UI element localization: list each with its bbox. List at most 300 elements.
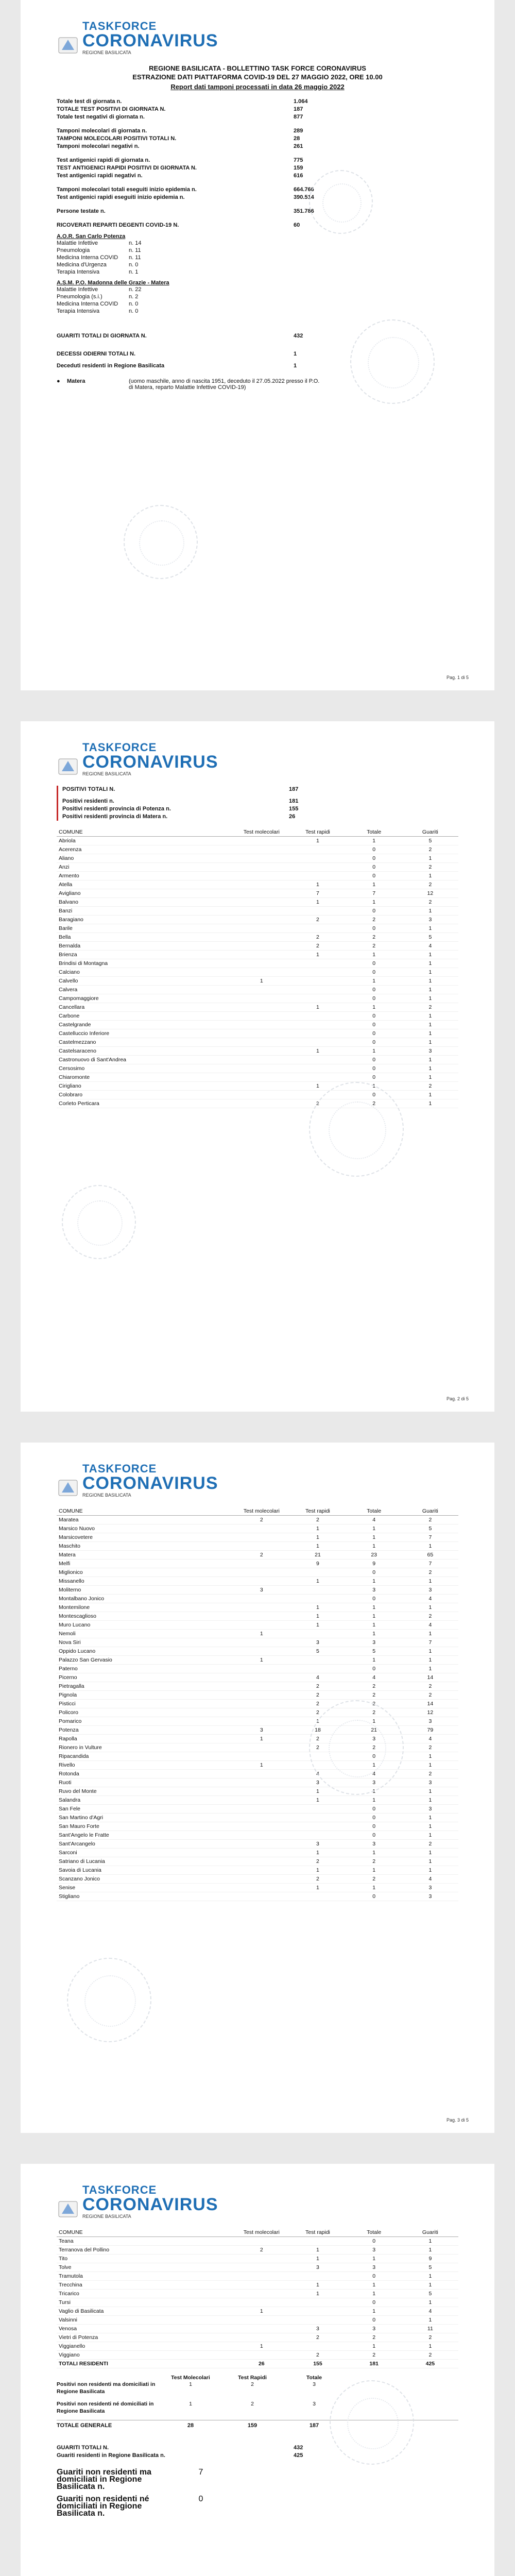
comune-cell: Oppido Lucano bbox=[57, 1647, 233, 1656]
report-link[interactable]: Report dati tamponi processati in data 26 maggio 2022 bbox=[170, 83, 345, 91]
comune-cell: Carbone bbox=[57, 1012, 233, 1021]
totale-cell: 2 bbox=[346, 1875, 402, 1884]
guariti-cell: 7 bbox=[402, 1533, 458, 1542]
guariti-cell: 1 bbox=[402, 2237, 458, 2246]
rapidi-cell: 5 bbox=[289, 1647, 346, 1656]
rapidi-cell bbox=[289, 1822, 346, 1831]
kv-label: Test antigenici rapidi eseguiti inizio epidemia n. bbox=[57, 194, 185, 200]
table-row bbox=[57, 1568, 458, 1577]
comune-cell: Tolve bbox=[57, 2263, 233, 2272]
molecolari-cell: 3 bbox=[233, 1726, 289, 1735]
rapidi-cell: 1 bbox=[289, 1796, 346, 1805]
molecolari-cell: 1 bbox=[233, 977, 289, 986]
table-row bbox=[57, 1064, 458, 1073]
guariti-cell: 2 bbox=[402, 1568, 458, 1577]
total-guariti: 425 bbox=[402, 2360, 458, 2368]
molecolari-cell bbox=[233, 1665, 289, 1673]
comune-cell: Pietragalla bbox=[57, 1682, 233, 1691]
rapidi-cell bbox=[289, 2272, 346, 2281]
guariti-cell: 3 bbox=[402, 1047, 458, 1056]
guariti-value: 432 bbox=[294, 333, 303, 339]
molecolari-cell bbox=[233, 898, 289, 907]
rapidi-cell bbox=[289, 924, 346, 933]
totale-cell: 0 bbox=[346, 854, 402, 863]
table-row bbox=[57, 1056, 458, 1064]
guariti-cell: 65 bbox=[402, 1551, 458, 1560]
rapidi-cell: 1 bbox=[289, 1524, 346, 1533]
kv-value: 390.514 bbox=[294, 194, 314, 200]
molecular-block bbox=[57, 127, 458, 150]
rapidi-cell bbox=[289, 1595, 346, 1603]
comune-cell: Banzi bbox=[57, 907, 233, 916]
totale-cell: 1 bbox=[346, 1003, 402, 1012]
totale-cell: 5 bbox=[346, 1647, 402, 1656]
molecolari-cell bbox=[233, 1700, 289, 1708]
table-row bbox=[57, 1875, 458, 1884]
molecolari-cell bbox=[233, 1866, 289, 1875]
molecolari-cell bbox=[233, 2263, 289, 2272]
rapidi-cell: 4 bbox=[289, 1770, 346, 1778]
rapidi-cell: 1 bbox=[289, 2290, 346, 2298]
virus-watermark bbox=[67, 1958, 151, 2042]
table-row bbox=[57, 2325, 458, 2333]
molecolari-cell bbox=[233, 845, 289, 854]
comune-cell: Colobraro bbox=[57, 1091, 233, 1099]
rapidi-cell: 1 bbox=[289, 1866, 346, 1875]
molecolari-cell bbox=[233, 1003, 289, 1012]
table-row bbox=[57, 1892, 458, 1901]
molecolari-cell bbox=[233, 1638, 289, 1647]
comune-cell: Campomaggiore bbox=[57, 994, 233, 1003]
bulletin-subtitle: ESTRAZIONE DATI PIATTAFORMA COVID-19 DEL 27 MAGGIO 2022, ORE 10.00 bbox=[132, 73, 383, 81]
kv-value: 28 bbox=[294, 135, 300, 142]
totale-cell: 0 bbox=[346, 1056, 402, 1064]
table-row bbox=[57, 1708, 458, 1717]
rapidi-cell: 1 bbox=[289, 1533, 346, 1542]
table-row bbox=[57, 1021, 458, 1029]
comune-cell: Rionero in Vulture bbox=[57, 1743, 233, 1752]
rapidi-cell: 1 bbox=[289, 1047, 346, 1056]
comune-cell: Rivello bbox=[57, 1761, 233, 1770]
guariti-cell: 9 bbox=[402, 2255, 458, 2263]
comune-cell: Cirigliano bbox=[57, 1082, 233, 1091]
rapidi-cell bbox=[289, 1056, 346, 1064]
table-row bbox=[57, 880, 458, 889]
table-row bbox=[57, 1551, 458, 1560]
taskforce-logo bbox=[57, 21, 458, 55]
table-row bbox=[57, 2290, 458, 2298]
mini-label: Guariti non residenti né domiciliati in Regione Basilicata n. bbox=[57, 2495, 149, 2518]
totale-cell: 2 bbox=[346, 1743, 402, 1752]
taskforce-logo bbox=[57, 1463, 458, 1498]
kv-value: 432 bbox=[294, 2445, 303, 2451]
mini-total-value: 159 bbox=[247, 2422, 258, 2429]
table-row bbox=[57, 986, 458, 994]
guariti-cell: 1 bbox=[402, 968, 458, 977]
totale-cell: 4 bbox=[346, 1516, 402, 1524]
table-row bbox=[57, 872, 458, 880]
totale-cell: 0 bbox=[346, 2237, 402, 2246]
mini-total-value: 28 bbox=[187, 2422, 194, 2429]
decessi-res-value: 1 bbox=[294, 363, 297, 369]
molecolari-cell: 1 bbox=[233, 2307, 289, 2316]
page-number: Pag. 3 di 5 bbox=[446, 2117, 469, 2123]
rapidi-cell bbox=[289, 1029, 346, 1038]
molecolari-cell bbox=[233, 1708, 289, 1717]
totale-cell: 2 bbox=[346, 933, 402, 942]
rapidi-cell: 1 bbox=[289, 1612, 346, 1621]
table-row bbox=[57, 1029, 458, 1038]
table-row bbox=[57, 1533, 458, 1542]
comuni-table bbox=[57, 1507, 458, 1901]
comune-cell: Vaglio di Basilicata bbox=[57, 2307, 233, 2316]
rapidi-cell: 3 bbox=[289, 2263, 346, 2272]
col-guariti: Guariti bbox=[402, 1507, 458, 1516]
rapidi-cell bbox=[289, 986, 346, 994]
ward-value: n. 11 bbox=[129, 247, 141, 253]
rapidi-cell: 2 bbox=[289, 1875, 346, 1884]
test-totals-block bbox=[57, 98, 458, 121]
guariti-cell: 1 bbox=[402, 854, 458, 863]
kv-label: Positivi residenti n. bbox=[62, 798, 114, 804]
guariti-cell: 1 bbox=[402, 1656, 458, 1665]
table-row bbox=[57, 994, 458, 1003]
rapidi-cell: 3 bbox=[289, 1840, 346, 1849]
basilicata-emblem-icon bbox=[57, 757, 79, 776]
molecolari-cell bbox=[233, 916, 289, 924]
table-row bbox=[57, 951, 458, 959]
totale-cell: 1 bbox=[346, 2281, 402, 2290]
guariti-cell: 5 bbox=[402, 933, 458, 942]
rapidi-cell bbox=[289, 863, 346, 872]
comune-cell: Terranova del Pollino bbox=[57, 2246, 233, 2255]
molecolari-cell bbox=[233, 1884, 289, 1892]
molecolari-cell bbox=[233, 1691, 289, 1700]
totale-cell: 0 bbox=[346, 959, 402, 968]
logo-coronavirus: CORONAVIRUS bbox=[82, 31, 218, 50]
guariti-cell: 1 bbox=[402, 1814, 458, 1822]
molecolari-cell bbox=[233, 986, 289, 994]
table-row bbox=[57, 1047, 458, 1056]
guariti-cell: 2 bbox=[402, 1082, 458, 1091]
comune-cell: Armento bbox=[57, 872, 233, 880]
molecolari-cell bbox=[233, 2272, 289, 2281]
comune-cell: Cancellara bbox=[57, 1003, 233, 1012]
mini-label: Positivi non residenti ma domiciliati in Regione Basilicata bbox=[57, 2381, 156, 2395]
rapidi-cell: 1 bbox=[289, 1787, 346, 1796]
guariti-cell: 2 bbox=[402, 1682, 458, 1691]
molecolari-cell bbox=[233, 1743, 289, 1752]
table-row bbox=[57, 2255, 458, 2263]
table-row bbox=[57, 1003, 458, 1012]
comune-cell: Viggianello bbox=[57, 2342, 233, 2351]
rapidi-cell: 4 bbox=[289, 1673, 346, 1682]
rapidi-cell bbox=[289, 1586, 346, 1595]
guariti-cell: 1 bbox=[402, 1665, 458, 1673]
kv-value: 775 bbox=[294, 157, 303, 163]
kv-value: 1.064 bbox=[294, 98, 308, 105]
totale-cell: 1 bbox=[346, 1796, 402, 1805]
ricoverati-label: RICOVERATI REPARTI DEGENTI COVID-19 N. bbox=[57, 222, 179, 228]
kv-value: 877 bbox=[294, 114, 303, 120]
molecolari-cell bbox=[233, 2290, 289, 2298]
totale-cell: 1 bbox=[346, 2342, 402, 2351]
logo-taskforce: TASKFORCE bbox=[82, 2183, 157, 2196]
molecolari-cell bbox=[233, 1840, 289, 1849]
col-totale: Totale bbox=[346, 2228, 402, 2237]
comune-cell: Castelsaraceno bbox=[57, 1047, 233, 1056]
rapidi-cell: 2 bbox=[289, 1735, 346, 1743]
table-row bbox=[57, 916, 458, 924]
molecolari-cell: 1 bbox=[233, 1630, 289, 1638]
molecolari-cell bbox=[233, 968, 289, 977]
guariti-cell: 79 bbox=[402, 1726, 458, 1735]
table-row bbox=[57, 1082, 458, 1091]
totale-cell: 0 bbox=[346, 1073, 402, 1082]
molecolari-cell bbox=[233, 1091, 289, 1099]
totale-cell: 0 bbox=[346, 1892, 402, 1901]
comune-cell: Corleto Perticara bbox=[57, 1099, 233, 1108]
kv-label: TOTALE TEST POSITIVI DI GIORNATA N. bbox=[57, 106, 166, 112]
molecolari-cell bbox=[233, 1682, 289, 1691]
molecolari-cell: 1 bbox=[233, 1656, 289, 1665]
ward-value: n. 11 bbox=[129, 255, 141, 261]
kv-value: 187 bbox=[294, 106, 303, 112]
table-header-row bbox=[57, 2228, 458, 2237]
page-number: Pag. 1 di 5 bbox=[446, 675, 469, 680]
totale-cell: 3 bbox=[346, 2325, 402, 2333]
comune-cell: Nova Siri bbox=[57, 1638, 233, 1647]
guariti-cell: 1 bbox=[402, 951, 458, 959]
virus-watermark bbox=[330, 2380, 414, 2465]
kv-label: Tamponi molecolari negativi n. bbox=[57, 143, 140, 149]
guariti-cell: 1 bbox=[402, 872, 458, 880]
molecolari-cell bbox=[233, 1064, 289, 1073]
guariti-cell: 1 bbox=[402, 1038, 458, 1047]
rapidi-cell bbox=[289, 1630, 346, 1638]
table-row bbox=[57, 1691, 458, 1700]
guariti-cell: 14 bbox=[402, 1673, 458, 1682]
comune-cell: Pisticci bbox=[57, 1700, 233, 1708]
mini-value: 3 bbox=[313, 2401, 316, 2407]
molecolari-cell bbox=[233, 2351, 289, 2360]
rapidi-cell bbox=[289, 2307, 346, 2316]
totale-cell: 0 bbox=[346, 1665, 402, 1673]
comune-cell: Moliterno bbox=[57, 1586, 233, 1595]
molecolari-cell bbox=[233, 1533, 289, 1542]
kv-value: 181 bbox=[289, 798, 299, 804]
rapidi-cell: 1 bbox=[289, 951, 346, 959]
totale-cell: 1 bbox=[346, 1524, 402, 1533]
comune-cell: Rotonda bbox=[57, 1770, 233, 1778]
comune-cell: Balvano bbox=[57, 898, 233, 907]
comune-cell: Muro Lucano bbox=[57, 1621, 233, 1630]
logo-taskforce: TASKFORCE bbox=[82, 20, 157, 32]
rapidi-cell: 1 bbox=[289, 1849, 346, 1857]
molecolari-cell bbox=[233, 1038, 289, 1047]
logo-taskforce: TASKFORCE bbox=[82, 741, 157, 754]
comuni-table bbox=[57, 2228, 458, 2368]
ward-value: n. 22 bbox=[129, 286, 142, 293]
rapidi-cell: 2 bbox=[289, 1099, 346, 1108]
mini-row bbox=[57, 2469, 458, 2490]
guariti-cell: 12 bbox=[402, 889, 458, 898]
page-4 bbox=[21, 2164, 494, 2576]
molecolari-cell bbox=[233, 880, 289, 889]
col-molecolari: Test molecolari bbox=[233, 1507, 289, 1516]
comune-cell: Calciano bbox=[57, 968, 233, 977]
molecolari-cell bbox=[233, 1673, 289, 1682]
comune-cell: Tito bbox=[57, 2255, 233, 2263]
molecolari-cell bbox=[233, 959, 289, 968]
comune-cell: Satriano di Lucania bbox=[57, 1857, 233, 1866]
table-row bbox=[57, 968, 458, 977]
molecolari-cell bbox=[233, 933, 289, 942]
table-row bbox=[57, 2333, 458, 2342]
table-row bbox=[57, 1012, 458, 1021]
col-rapidi: Test rapidi bbox=[289, 2228, 346, 2237]
rapidi-cell bbox=[289, 1021, 346, 1029]
guariti-cell: 1 bbox=[402, 1866, 458, 1875]
rapidi-cell bbox=[289, 1656, 346, 1665]
guariti-cell: 2 bbox=[402, 2351, 458, 2360]
table-row bbox=[57, 907, 458, 916]
table-row bbox=[57, 2307, 458, 2316]
comune-cell: Calvello bbox=[57, 977, 233, 986]
comune-cell: Missanello bbox=[57, 1577, 233, 1586]
kv-label: TAMPONI MOLECOLARI POSITIVI TOTALI N. bbox=[57, 135, 177, 142]
rapidi-cell bbox=[289, 1805, 346, 1814]
virus-watermark bbox=[62, 1185, 136, 1259]
table-row bbox=[57, 1866, 458, 1875]
ward-value: n. 0 bbox=[129, 308, 139, 314]
positivi-summary bbox=[57, 786, 458, 821]
guariti-cell: 2 bbox=[402, 863, 458, 872]
totale-cell: 2 bbox=[346, 1682, 402, 1691]
table-header-row bbox=[57, 828, 458, 837]
comune-cell: Potenza bbox=[57, 1726, 233, 1735]
totale-cell: 1 bbox=[346, 1621, 402, 1630]
guariti-cell: 1 bbox=[402, 1091, 458, 1099]
comune-cell: Melfi bbox=[57, 1560, 233, 1568]
comune-cell: Sant'Angelo le Fratte bbox=[57, 1831, 233, 1840]
molecolari-cell bbox=[233, 1892, 289, 1901]
table-row bbox=[57, 1796, 458, 1805]
table-row bbox=[57, 1630, 458, 1638]
guariti-cell: 1 bbox=[402, 1647, 458, 1656]
table-row bbox=[57, 959, 458, 968]
table-row bbox=[57, 854, 458, 863]
kv-label: Positivi residenti provincia di Matera n. bbox=[62, 814, 168, 820]
totale-cell: 1 bbox=[346, 1717, 402, 1726]
table-row bbox=[57, 2298, 458, 2307]
molecolari-cell bbox=[233, 1778, 289, 1787]
totale-cell: 9 bbox=[346, 1560, 402, 1568]
mini-value: 1 bbox=[189, 2381, 192, 2387]
table-row bbox=[57, 2342, 458, 2351]
comune-cell: Montemilone bbox=[57, 1603, 233, 1612]
totale-cell: 1 bbox=[346, 898, 402, 907]
rapidi-cell: 2 bbox=[289, 1516, 346, 1524]
col-comune: COMUNE bbox=[57, 1507, 233, 1516]
table-row bbox=[57, 1717, 458, 1726]
rapidi-cell: 1 bbox=[289, 898, 346, 907]
table-row bbox=[57, 1770, 458, 1778]
totale-cell: 1 bbox=[346, 1884, 402, 1892]
rapidi-cell bbox=[289, 1831, 346, 1840]
totale-cell: 3 bbox=[346, 2263, 402, 2272]
mini-label: Guariti non residenti ma domiciliati in Regione Basilicata n. bbox=[57, 2468, 152, 2491]
total-molecolari: 26 bbox=[233, 2360, 289, 2368]
guariti-cell: 1 bbox=[402, 1796, 458, 1805]
totale-cell: 1 bbox=[346, 2255, 402, 2263]
guariti-cell: 2 bbox=[402, 1770, 458, 1778]
ward-label: Pneumologia bbox=[57, 247, 90, 253]
virus-watermark bbox=[309, 170, 373, 234]
rapidi-cell: 1 bbox=[289, 1621, 346, 1630]
molecolari-cell bbox=[233, 1595, 289, 1603]
mini-total-label: TOTALE GENERALE bbox=[57, 2422, 112, 2429]
totale-cell: 2 bbox=[346, 2351, 402, 2360]
table-header-row bbox=[57, 1507, 458, 1516]
comune-cell: San Fele bbox=[57, 1805, 233, 1814]
totale-cell: 1 bbox=[346, 1082, 402, 1091]
taskforce-logo bbox=[57, 2184, 458, 2219]
totale-cell: 1 bbox=[346, 1630, 402, 1638]
guariti-cell: 4 bbox=[402, 1875, 458, 1884]
kv-value: 187 bbox=[289, 786, 299, 792]
totale-cell: 2 bbox=[346, 1700, 402, 1708]
table-row bbox=[57, 1673, 458, 1682]
guariti-cell: 1 bbox=[402, 924, 458, 933]
comune-cell: Bernalda bbox=[57, 942, 233, 951]
table-row bbox=[57, 2263, 458, 2272]
molecolari-cell bbox=[233, 1099, 289, 1108]
molecolari-cell: 1 bbox=[233, 1735, 289, 1743]
guariti-cell: 1 bbox=[402, 1012, 458, 1021]
ward-value: n. 0 bbox=[129, 301, 139, 307]
rapidi-cell: 2 bbox=[289, 1708, 346, 1717]
mini-col-rapidi: Test Rapidi bbox=[238, 2375, 267, 2381]
table-row bbox=[57, 1524, 458, 1533]
totale-cell: 0 bbox=[346, 907, 402, 916]
virus-watermark bbox=[350, 319, 435, 404]
table-row bbox=[57, 845, 458, 854]
totale-cell: 0 bbox=[346, 1029, 402, 1038]
guariti-cell: 12 bbox=[402, 1708, 458, 1717]
guariti-cell: 4 bbox=[402, 2307, 458, 2316]
guariti-cell: 1 bbox=[402, 2281, 458, 2290]
totale-cell: 0 bbox=[346, 1831, 402, 1840]
totale-cell: 1 bbox=[346, 951, 402, 959]
rapidi-cell: 7 bbox=[289, 889, 346, 898]
logo-region: REGIONE BASILICATA bbox=[82, 50, 131, 55]
comune-cell: Viggiano bbox=[57, 2351, 233, 2360]
rapidi-cell: 1 bbox=[289, 2281, 346, 2290]
molecolari-cell bbox=[233, 994, 289, 1003]
comune-cell: Cersosimo bbox=[57, 1064, 233, 1073]
comune-cell: Anzi bbox=[57, 863, 233, 872]
table-row bbox=[57, 1814, 458, 1822]
comune-cell: Castelluccio Inferiore bbox=[57, 1029, 233, 1038]
col-comune: COMUNE bbox=[57, 828, 233, 837]
totale-cell: 2 bbox=[346, 1857, 402, 1866]
guariti-cell: 5 bbox=[402, 2290, 458, 2298]
rapidi-cell bbox=[289, 2316, 346, 2325]
mini-col-totale: Totale bbox=[306, 2375, 322, 2381]
ward-label: Malattie Infettive bbox=[57, 240, 98, 246]
totale-cell: 3 bbox=[346, 1586, 402, 1595]
